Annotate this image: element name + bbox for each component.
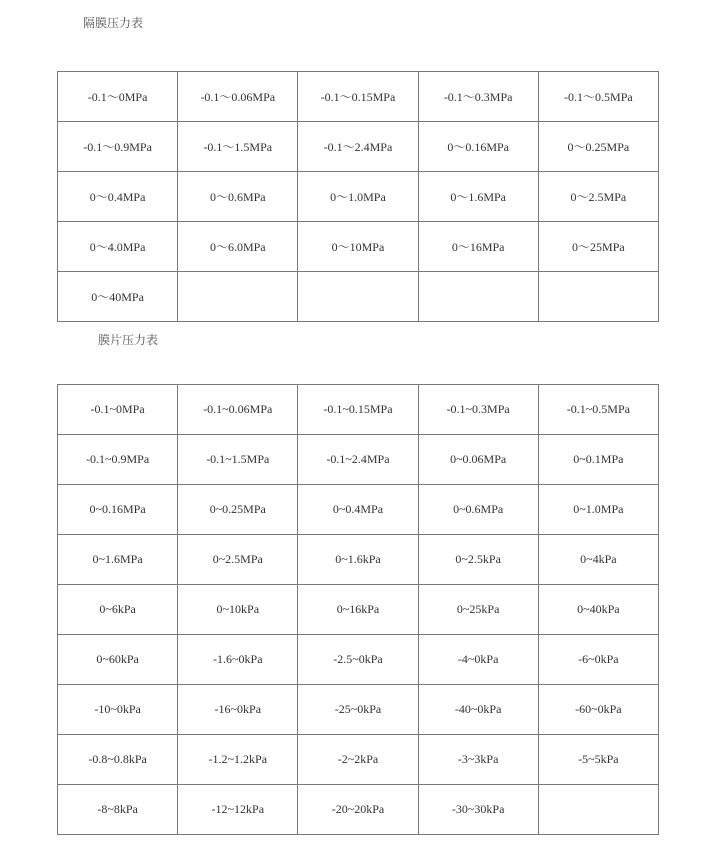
range-cell: 0~2.5MPa xyxy=(178,535,298,585)
range-cell: -0.1~0MPa xyxy=(58,385,178,435)
range-cell: -2~2kPa xyxy=(298,735,418,785)
table-row xyxy=(58,585,659,635)
range-cell: 0~0.4MPa xyxy=(298,485,418,535)
range-cell: -0.1~0.06MPa xyxy=(178,385,298,435)
range-cell: 0~40kPa xyxy=(538,585,658,635)
table-row xyxy=(58,222,659,272)
range-cell: -5~5kPa xyxy=(538,735,658,785)
table-row xyxy=(58,122,659,172)
range-cell: -0.1～0.5MPa xyxy=(538,72,658,122)
range-cell: 0～6.0MPa xyxy=(178,222,298,272)
table-row xyxy=(58,785,659,835)
range-cell: -0.1～1.5MPa xyxy=(178,122,298,172)
range-cell: -0.1～0.9MPa xyxy=(58,122,178,172)
range-cell: 0～4.0MPa xyxy=(58,222,178,272)
range-cell: -20~20kPa xyxy=(298,785,418,835)
table-row xyxy=(58,685,659,735)
range-cell: -0.8~0.8kPa xyxy=(58,735,178,785)
range-cell: 0~2.5kPa xyxy=(418,535,538,585)
table-row xyxy=(58,72,659,122)
range-cell: 0～16MPa xyxy=(418,222,538,272)
table-row xyxy=(58,172,659,222)
range-cell: -1.6~0kPa xyxy=(178,635,298,685)
range-cell: -4~0kPa xyxy=(418,635,538,685)
range-cell: -10~0kPa xyxy=(58,685,178,735)
range-cell: -25~0kPa xyxy=(298,685,418,735)
table-row xyxy=(58,535,659,585)
table-row xyxy=(58,385,659,435)
range-cell: -12~12kPa xyxy=(178,785,298,835)
range-cell: 0～0.16MPa xyxy=(418,122,538,172)
range-cell: 0~0.06MPa xyxy=(418,435,538,485)
range-cell: -30~30kPa xyxy=(418,785,538,835)
table-row xyxy=(58,635,659,685)
membrane-gauge-title: 膜片压力表 xyxy=(98,333,159,347)
range-cell: -40~0kPa xyxy=(418,685,538,735)
membrane-gauge-range-table xyxy=(57,384,659,835)
range-cell: -0.1~0.9MPa xyxy=(58,435,178,485)
range-cell: 0～0.6MPa xyxy=(178,172,298,222)
table-row xyxy=(58,735,659,785)
range-cell: 0~10kPa xyxy=(178,585,298,635)
range-cell: 0~1.6MPa xyxy=(58,535,178,585)
range-cell: 0~0.1MPa xyxy=(538,435,658,485)
range-cell: -0.1~0.3MPa xyxy=(418,385,538,435)
range-cell: -0.1～0.15MPa xyxy=(298,72,418,122)
range-cell xyxy=(538,272,658,322)
range-cell: 0～0.25MPa xyxy=(538,122,658,172)
range-cell: -6~0kPa xyxy=(538,635,658,685)
range-cell: -0.1~1.5MPa xyxy=(178,435,298,485)
range-cell: 0～1.0MPa xyxy=(298,172,418,222)
range-cell: 0~1.6kPa xyxy=(298,535,418,585)
range-cell: 0~4kPa xyxy=(538,535,658,585)
range-cell: 0~16kPa xyxy=(298,585,418,635)
range-cell: -0.1～2.4MPa xyxy=(298,122,418,172)
range-cell: 0～10MPa xyxy=(298,222,418,272)
range-cell: -3~3kPa xyxy=(418,735,538,785)
range-cell xyxy=(418,272,538,322)
range-cell: 0~6kPa xyxy=(58,585,178,635)
diaphragm-gauge-title: 隔膜压力表 xyxy=(83,16,144,30)
table-row xyxy=(58,435,659,485)
range-cell: 0～0.4MPa xyxy=(58,172,178,222)
range-cell: -0.1~0.15MPa xyxy=(298,385,418,435)
range-cell: -60~0kPa xyxy=(538,685,658,735)
range-cell: -2.5~0kPa xyxy=(298,635,418,685)
range-cell: -0.1~0.5MPa xyxy=(538,385,658,435)
range-cell: -16~0kPa xyxy=(178,685,298,735)
range-cell: 0~25kPa xyxy=(418,585,538,635)
range-cell: 0～40MPa xyxy=(58,272,178,322)
range-cell: -0.1～0.06MPa xyxy=(178,72,298,122)
range-cell: 0~0.6MPa xyxy=(418,485,538,535)
range-cell: 0~1.0MPa xyxy=(538,485,658,535)
range-cell xyxy=(298,272,418,322)
range-cell: -0.1～0MPa xyxy=(58,72,178,122)
range-cell: 0~60kPa xyxy=(58,635,178,685)
range-cell: 0～1.6MPa xyxy=(418,172,538,222)
range-cell xyxy=(178,272,298,322)
range-cell: -0.1～0.3MPa xyxy=(418,72,538,122)
range-cell: -8~8kPa xyxy=(58,785,178,835)
range-cell: 0~0.25MPa xyxy=(178,485,298,535)
range-cell: -1.2~1.2kPa xyxy=(178,735,298,785)
range-cell: 0～2.5MPa xyxy=(538,172,658,222)
range-cell: 0～25MPa xyxy=(538,222,658,272)
range-cell: 0~0.16MPa xyxy=(58,485,178,535)
range-cell xyxy=(538,785,658,835)
range-cell: -0.1~2.4MPa xyxy=(298,435,418,485)
diaphragm-gauge-range-table xyxy=(57,71,659,322)
table-row xyxy=(58,272,659,322)
table-row xyxy=(58,485,659,535)
